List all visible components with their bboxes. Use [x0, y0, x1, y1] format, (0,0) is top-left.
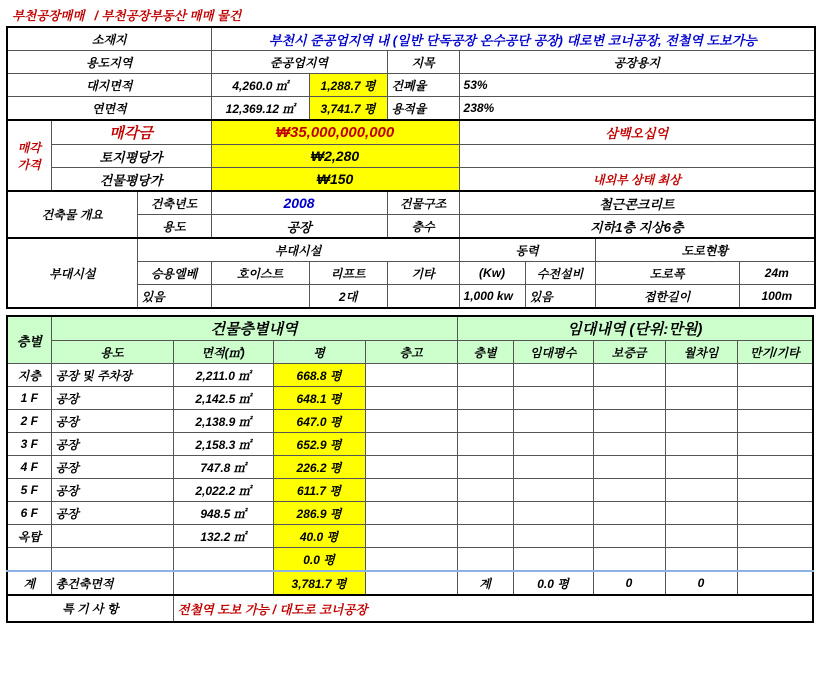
- cell-rent-py: [513, 502, 593, 525]
- total-area-m2-value: [173, 571, 273, 595]
- approach-length-label: 접한길이: [595, 285, 739, 309]
- cell-expiry: [737, 502, 813, 525]
- listing-table: [6, 26, 816, 309]
- cell-deposit: [593, 433, 665, 456]
- sale-price-note: 삼백오십억: [459, 120, 815, 145]
- lift-label: 리프트: [309, 262, 387, 285]
- table-row: [7, 387, 813, 410]
- cell-height: [365, 387, 457, 410]
- cell-height: [365, 502, 457, 525]
- cell-rent-py: [513, 456, 593, 479]
- cell-monthly-rent: [665, 548, 737, 572]
- price-side-label: [7, 120, 51, 191]
- header-rent-floor: 층별: [457, 341, 513, 364]
- cell-rent-floor: [457, 479, 513, 502]
- row-floor-section-titles: [7, 316, 813, 341]
- cell-rent-floor: [457, 433, 513, 456]
- structure-label: 건물구조: [387, 191, 459, 215]
- location-value: 부천시 준공업지역 내 (일반 단독공장 온수공단 공장) 대로변 코너공장, 전철역 도보가능: [211, 27, 815, 51]
- cell-rent-py: [513, 410, 593, 433]
- road-width-label: 도로폭: [595, 262, 739, 285]
- total-monthly-rent-value: 0: [665, 571, 737, 595]
- approach-length-value: 100m: [739, 285, 815, 309]
- cell-py: 0.0 평: [273, 548, 365, 572]
- table-row: [7, 410, 813, 433]
- cell-rent-floor: [457, 410, 513, 433]
- cell-py: 40.0 평: [273, 525, 365, 548]
- header-ceiling-height: 층고: [365, 341, 457, 364]
- price-side-label-2: 가격: [17, 157, 41, 172]
- total-area-m2: 12,369.12 ㎡: [211, 97, 309, 121]
- cell-use: 공장: [51, 410, 173, 433]
- land-area-py: 1,288.7 평: [309, 74, 387, 97]
- row-facility-groups: [7, 238, 815, 262]
- row-sale-price: [7, 120, 815, 145]
- water-facility-value: 있음: [525, 285, 595, 309]
- cell-floor: 2 F: [7, 410, 51, 433]
- cell-area-m2: 2,158.3 ㎡: [173, 433, 273, 456]
- cell-area-m2: [173, 548, 273, 572]
- cell-deposit: [593, 410, 665, 433]
- cell-deposit: [593, 387, 665, 410]
- cell-monthly-rent: [665, 525, 737, 548]
- cell-monthly-rent: [665, 364, 737, 387]
- cell-use: [51, 525, 173, 548]
- far-label: 용적율: [387, 97, 459, 121]
- cell-rent-floor: [457, 364, 513, 387]
- cell-deposit: [593, 364, 665, 387]
- total-area-py: 3,741.7 평: [309, 97, 387, 121]
- cell-py: 668.8 평: [273, 364, 365, 387]
- header-deposit: 보증금: [593, 341, 665, 364]
- total-rent-floor-label: 계: [457, 571, 513, 595]
- cell-expiry: [737, 387, 813, 410]
- header-expiry: 만기/기타: [737, 341, 813, 364]
- remarks-value: 전철역 도보 가능 / 대도로 코너공장: [173, 595, 813, 622]
- table-row: [7, 525, 813, 548]
- land-area-label: 대지면적: [7, 74, 211, 97]
- cell-expiry: [737, 364, 813, 387]
- cell-use: [51, 548, 173, 572]
- location-label: 소재지: [7, 27, 211, 51]
- table-row: [7, 433, 813, 456]
- road-width-value: 24m: [739, 262, 815, 285]
- etc-label: 기타: [387, 262, 459, 285]
- total-height-value: [365, 571, 457, 595]
- total-py-value: 3,781.7 평: [273, 571, 365, 595]
- cell-monthly-rent: [665, 479, 737, 502]
- row-building-unit-price: [7, 168, 815, 192]
- coverage-value: 53%: [459, 74, 815, 97]
- header-monthly-rent: 월차임: [665, 341, 737, 364]
- building-unit-price-label: 건물평당가: [51, 168, 211, 192]
- floors-value: 지하1층 지상6층: [459, 215, 815, 239]
- building-use-label: 용도: [137, 215, 211, 239]
- cell-floor: 지층: [7, 364, 51, 387]
- floor-detail-table: [6, 315, 814, 623]
- building-year-value: 2008: [211, 191, 387, 215]
- header-left-text: 부천공장매매: [12, 9, 85, 23]
- road-group-label: 도로현황: [595, 238, 815, 262]
- row-land-area: [7, 74, 815, 97]
- total-rent-py-value: 0.0 평: [513, 571, 593, 595]
- total-floor-label: 계: [7, 571, 51, 595]
- jimok-label: 지목: [387, 51, 459, 74]
- building-overview-label: 건축물 개요: [7, 191, 137, 238]
- condition-note: 내외부 상태 최상: [459, 168, 815, 192]
- cell-floor: 옥탑: [7, 525, 51, 548]
- facilities-label: 부대시설: [7, 238, 137, 308]
- table-row: [7, 479, 813, 502]
- etc-value: [387, 285, 459, 309]
- cell-deposit: [593, 525, 665, 548]
- header-right-text: / 부천공장부동산 매매 물건: [94, 9, 242, 23]
- cell-expiry: [737, 548, 813, 572]
- cell-height: [365, 456, 457, 479]
- row-total-area: [7, 97, 815, 121]
- cell-monthly-rent: [665, 387, 737, 410]
- cell-rent-floor: [457, 548, 513, 572]
- cell-height: [365, 410, 457, 433]
- cell-height: [365, 525, 457, 548]
- cell-monthly-rent: [665, 410, 737, 433]
- floor-col-label: 층별: [7, 316, 51, 364]
- cell-py: 652.9 평: [273, 433, 365, 456]
- cell-py: 648.1 평: [273, 387, 365, 410]
- power-group-label: 동력: [459, 238, 595, 262]
- floors-label: 층수: [387, 215, 459, 239]
- cell-use: 공장 및 주차장: [51, 364, 173, 387]
- header-py: 평: [273, 341, 365, 364]
- cell-monthly-rent: [665, 433, 737, 456]
- water-facility-label: 수전설비: [525, 262, 595, 285]
- cell-py: 647.0 평: [273, 410, 365, 433]
- cell-rent-py: [513, 548, 593, 572]
- jimok-value: 공장용지: [459, 51, 815, 74]
- sale-price-value: ₩35,000,000,000: [211, 120, 459, 145]
- cell-floor: 6 F: [7, 502, 51, 525]
- cell-rent-py: [513, 525, 593, 548]
- cell-py: 286.9 평: [273, 502, 365, 525]
- cell-deposit: [593, 502, 665, 525]
- remarks-label: 특 기 사 항: [7, 595, 173, 622]
- cell-area-m2: 2,211.0 ㎡: [173, 364, 273, 387]
- table-row: [7, 502, 813, 525]
- cell-rent-floor: [457, 387, 513, 410]
- building-unit-price-value: ₩150: [211, 168, 459, 192]
- cell-use: 공장: [51, 502, 173, 525]
- cell-deposit: [593, 548, 665, 572]
- row-floor-headers: [7, 341, 813, 364]
- cell-deposit: [593, 479, 665, 502]
- facility-group-label: 부대시설: [137, 238, 459, 262]
- lift-value: 2대: [309, 285, 387, 309]
- zoning-use-value: 준공업지역: [211, 51, 387, 74]
- cell-expiry: [737, 433, 813, 456]
- building-detail-title: 건물층별내역: [51, 316, 457, 341]
- price-side-label-1: 매각: [17, 140, 41, 155]
- cell-floor: [7, 548, 51, 572]
- cell-floor: 4 F: [7, 456, 51, 479]
- rent-detail-title: 임대내역 (단위:만원): [457, 316, 813, 341]
- zoning-use-label: 용도지역: [7, 51, 211, 74]
- row-land-unit-price: [7, 145, 815, 168]
- cell-rent-py: [513, 433, 593, 456]
- cell-monthly-rent: [665, 456, 737, 479]
- far-value: 238%: [459, 97, 815, 121]
- cell-py: 226.2 평: [273, 456, 365, 479]
- cell-expiry: [737, 479, 813, 502]
- land-area-m2: 4,260.0 ㎡: [211, 74, 309, 97]
- elevator-label: 승용엘베: [137, 262, 211, 285]
- kw-label: (Kw): [459, 262, 525, 285]
- cell-py: 611.7 평: [273, 479, 365, 502]
- cell-use: 공장: [51, 387, 173, 410]
- cell-area-m2: 2,138.9 ㎡: [173, 410, 273, 433]
- row-location: [7, 27, 815, 51]
- cell-rent-py: [513, 387, 593, 410]
- cell-rent-py: [513, 479, 593, 502]
- cell-area-m2: 2,022.2 ㎡: [173, 479, 273, 502]
- cell-rent-floor: [457, 502, 513, 525]
- land-unit-price-value: ₩2,280: [211, 145, 459, 168]
- row-building-year: [7, 191, 815, 215]
- header-use: 용도: [51, 341, 173, 364]
- row-zoning: [7, 51, 815, 74]
- table-row: [7, 456, 813, 479]
- total-expiry-value: [737, 571, 813, 595]
- table-row: [7, 364, 813, 387]
- document-header: [6, 4, 814, 26]
- header-rent-py: 임대평수: [513, 341, 593, 364]
- cell-expiry: [737, 410, 813, 433]
- cell-area-m2: 747.8 ㎡: [173, 456, 273, 479]
- cell-expiry: [737, 456, 813, 479]
- cell-deposit: [593, 456, 665, 479]
- cell-monthly-rent: [665, 502, 737, 525]
- elevator-value: 있음: [137, 285, 211, 309]
- cell-area-m2: 132.2 ㎡: [173, 525, 273, 548]
- building-year-label: 건축년도: [137, 191, 211, 215]
- cell-use: 공장: [51, 433, 173, 456]
- cell-height: [365, 433, 457, 456]
- cell-floor: 1 F: [7, 387, 51, 410]
- coverage-label: 건폐율: [387, 74, 459, 97]
- hoist-label: 호이스트: [211, 262, 309, 285]
- cell-expiry: [737, 525, 813, 548]
- kw-value: 1,000 kw: [459, 285, 525, 309]
- structure-value: 철근콘크리트: [459, 191, 815, 215]
- cell-area-m2: 948.5 ㎡: [173, 502, 273, 525]
- cell-height: [365, 479, 457, 502]
- cell-rent-floor: [457, 456, 513, 479]
- cell-height: [365, 548, 457, 572]
- cell-rent-floor: [457, 525, 513, 548]
- table-row: [7, 548, 813, 572]
- land-unit-price-note: [459, 145, 815, 168]
- row-totals: [7, 571, 813, 595]
- sale-price-label: 매각금: [51, 120, 211, 145]
- cell-use: 공장: [51, 479, 173, 502]
- total-area-label: 연면적: [7, 97, 211, 121]
- hoist-value: [211, 285, 309, 309]
- total-deposit-value: 0: [593, 571, 665, 595]
- land-unit-price-label: 토지평당가: [51, 145, 211, 168]
- cell-height: [365, 364, 457, 387]
- row-remarks: [7, 595, 813, 622]
- cell-area-m2: 2,142.5 ㎡: [173, 387, 273, 410]
- cell-floor: 5 F: [7, 479, 51, 502]
- cell-floor: 3 F: [7, 433, 51, 456]
- total-building-area-label: 총건축면적: [51, 571, 173, 595]
- cell-use: 공장: [51, 456, 173, 479]
- cell-rent-py: [513, 364, 593, 387]
- building-use-value: 공장: [211, 215, 387, 239]
- header-area-m2: 면적(㎡): [173, 341, 273, 364]
